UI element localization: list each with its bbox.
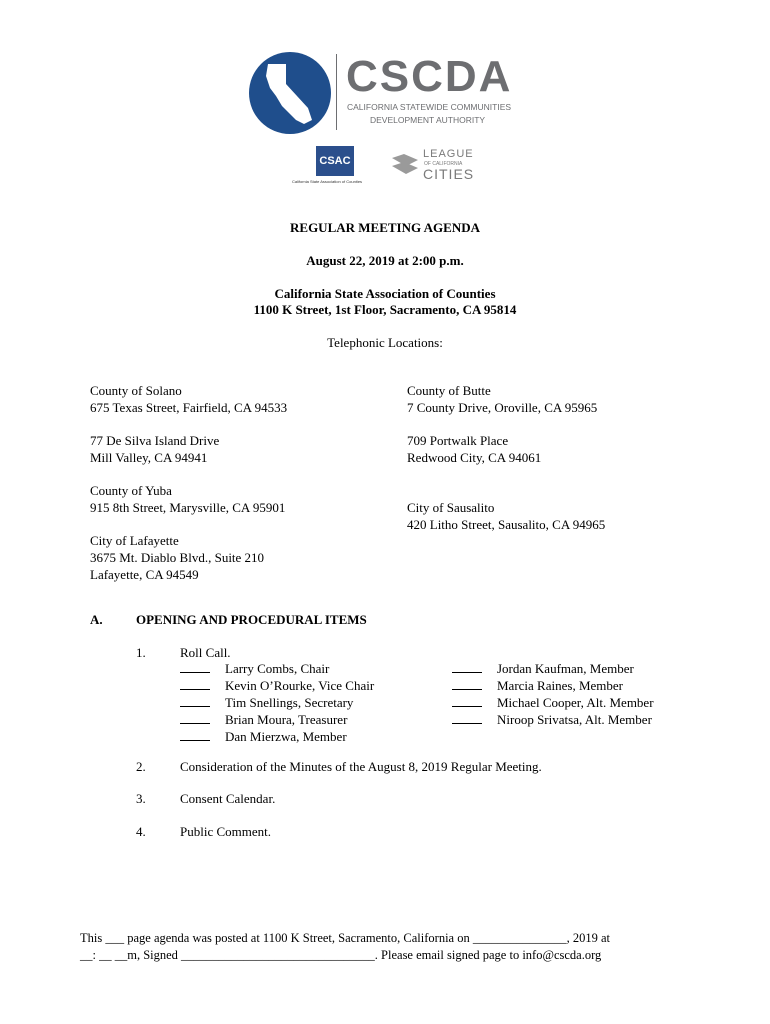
meeting-datetime: August 22, 2019 at 2:00 p.m. xyxy=(306,253,464,268)
roll-blank xyxy=(180,660,210,673)
roll-member: Kevin O’Rourke, Vice Chair xyxy=(180,677,374,694)
location-line: 420 Litho Street, Sausalito, CA 94965 xyxy=(407,517,606,532)
posting-line-1: This ___ page agenda was posted at 1100 K Street, Sacramento, California on _______________, 2019 at xyxy=(80,931,610,945)
roll-blank xyxy=(180,728,210,741)
location-line: Redwood City, CA 94061 xyxy=(407,450,542,465)
location-line: 77 De Silva Island Drive xyxy=(90,433,220,448)
venue-name: California State Association of Counties xyxy=(274,286,496,301)
roll-member: Niroop Srivatsa, Alt. Member xyxy=(452,711,654,728)
roll-blank xyxy=(180,694,210,707)
item-text: Consideration of the Minutes of the August 8, 2019 Regular Meeting. xyxy=(180,759,542,774)
cscda-name: CSCDA xyxy=(346,52,513,101)
location-line: 3675 Mt. Diablo Blvd., Suite 210 xyxy=(90,550,265,565)
item-number: 2. xyxy=(136,759,146,774)
location-line: Mill Valley, CA 94941 xyxy=(90,450,208,465)
roll-member: Larry Combs, Chair xyxy=(180,660,374,677)
roll-member: Marcia Raines, Member xyxy=(452,677,654,694)
roll-member: Tim Snellings, Secretary xyxy=(180,694,374,711)
csac-logo xyxy=(292,146,382,188)
item-text: Public Comment. xyxy=(180,824,271,839)
league-swoosh-icon xyxy=(390,150,420,180)
league-of-cities-logo xyxy=(390,148,480,184)
league-top: LEAGUE xyxy=(423,148,474,160)
roll-member: Michael Cooper, Alt. Member xyxy=(452,694,654,711)
location-line: 709 Portwalk Place xyxy=(407,433,509,448)
item-number: 4. xyxy=(136,824,146,839)
league-mid: OF CALIFORNIA xyxy=(424,161,463,167)
location-line: County of Yuba xyxy=(90,483,172,498)
section-letter: A. xyxy=(90,612,103,627)
cscda-subtitle-1: CALIFORNIA STATEWIDE COMMUNITIES xyxy=(347,102,512,112)
item-number: 3. xyxy=(136,791,146,806)
location-line: Lafayette, CA 94549 xyxy=(90,567,199,582)
location-line: City of Sausalito xyxy=(407,500,495,515)
roll-call-left xyxy=(180,660,374,745)
telephonic-label: Telephonic Locations: xyxy=(327,335,443,350)
roll-blank xyxy=(452,694,482,707)
roll-blank xyxy=(452,660,482,673)
locations-left xyxy=(90,382,287,583)
location-line: County of Solano xyxy=(90,383,182,398)
locations-right xyxy=(407,382,605,533)
roll-member: Brian Moura, Treasurer xyxy=(180,711,374,728)
league-bottom: CITIES xyxy=(423,166,475,182)
location-line: 675 Texas Street, Fairfield, CA 94533 xyxy=(90,400,288,415)
location-line: City of Lafayette xyxy=(90,533,179,548)
cscda-logo xyxy=(246,50,536,136)
location-line: 915 8th Street, Marysville, CA 95901 xyxy=(90,500,286,515)
posting-line-2: __: __ __m, Signed _______________________________. Please email signed page to info@cscda.org xyxy=(80,948,602,962)
posting-notice xyxy=(80,930,680,964)
csac-mark: CSAC xyxy=(316,146,354,176)
california-seal-icon xyxy=(246,50,336,136)
location-line: County of Butte xyxy=(407,383,491,398)
roll-blank xyxy=(452,677,482,690)
roll-member: Jordan Kaufman, Member xyxy=(452,660,654,677)
roll-blank xyxy=(180,677,210,690)
page-title: REGULAR MEETING AGENDA xyxy=(290,220,480,235)
location-line: 7 County Drive, Oroville, CA 95965 xyxy=(407,400,598,415)
roll-blank xyxy=(452,711,482,724)
roll-blank xyxy=(180,711,210,724)
roll-call-right xyxy=(452,660,654,728)
csac-caption: California State Association of Counties xyxy=(292,179,363,184)
venue-address: 1100 K Street, 1st Floor, Sacramento, CA 95814 xyxy=(253,302,517,317)
section-title: OPENING AND PROCEDURAL ITEMS xyxy=(136,612,367,627)
item-text: Consent Calendar. xyxy=(180,791,276,806)
roll-member: Dan Mierzwa, Member xyxy=(180,728,374,745)
cscda-subtitle-2: DEVELOPMENT AUTHORITY xyxy=(370,115,486,125)
item-text: Roll Call. xyxy=(180,645,231,660)
item-number: 1. xyxy=(136,645,146,660)
